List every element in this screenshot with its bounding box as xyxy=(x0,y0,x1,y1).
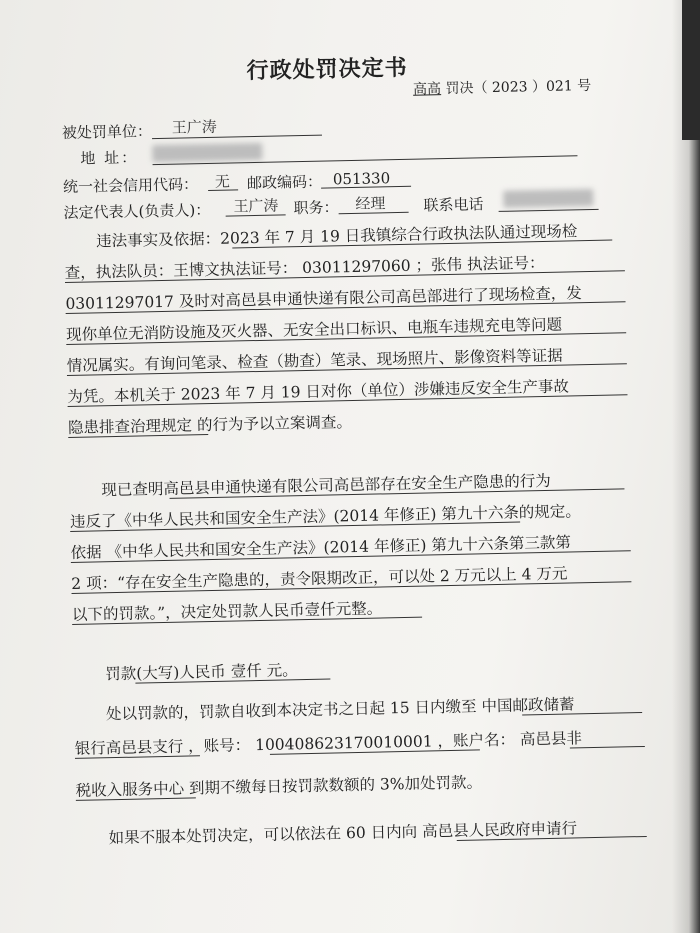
p1-line-2: 查，执法队员：王博文执法证号： 03011297060 ；张伟 执法证号： xyxy=(64,253,545,283)
document-number xyxy=(413,75,592,99)
doc-number-text: 罚决（ 2023 ）021 号 xyxy=(445,77,592,98)
p4-line-3: 税收入服务中心 到期不缴每日按罚款数额的 3%加处罚款。 xyxy=(75,773,483,800)
unit-label: 被处罚单位： xyxy=(61,122,153,143)
p4-line-1: 处以罚款的，罚款自收到本决定书之日起 15 日内缴至 中国邮政储蓄 xyxy=(105,695,575,724)
doc-prefix: 高高 xyxy=(412,81,442,98)
p1-line-3: 03011297017 及时对高邑县申通快递有限公司高邑部进行了现场检查，发 xyxy=(65,284,582,314)
p2-line-5: 以下的罚款。”，决定处罚款人民币壹仟元整。 xyxy=(71,599,383,624)
p3-fine-amount: 罚款(大写)人民币 壹仟 元。 xyxy=(105,661,298,684)
p4-line-2: 银行高邑县支行 ，账号： 100408623170010001 ，账户名： 高邑县非 xyxy=(74,729,583,758)
address-label: 地 址： xyxy=(80,148,139,168)
position-label: 职务： xyxy=(293,198,339,218)
p2-line-2: 违反了《中华人民共和国安全生产法》(2014 年修正) 第九十六条的规定。 xyxy=(69,502,582,531)
position-value: 经理 xyxy=(355,194,386,213)
p2-line-4: 2 项：“存在安全生产隐患的，责令限期改正，可以处 2 万元以上 4 万元 xyxy=(71,564,568,593)
p5-appeal: 如果不服本处罚决定，可以依法在 60 日内向 高邑县人民政府申请行 xyxy=(108,819,578,848)
representative-label: 法定代表人(负责人)： xyxy=(63,200,211,223)
p1-line-7: 隐患排查治理规定 的行为予以立案调查。 xyxy=(67,413,353,437)
p2-line-1: 现已查明高邑县申通快递有限公司高邑部存在安全生产隐患的行为 xyxy=(101,471,551,500)
postal-value: 051330 xyxy=(332,169,391,189)
p2-line-3: 依据 《中华人民共和国安全生产法》(2014 年修正) 第九十六条第三款第 xyxy=(70,533,572,562)
position-underline xyxy=(339,212,409,214)
p1-line-6: 为凭。本机关于 2023 年 7 月 19 日对你（单位）涉嫌违反安全生产事故 xyxy=(67,377,570,406)
phone-label: 联系电话 xyxy=(423,195,484,215)
document-title: 行政处罚决定书 xyxy=(246,54,408,85)
credit-code-label: 统一社会信用代码： xyxy=(62,175,199,197)
address-redacted xyxy=(152,143,262,162)
p1-line-4: 现你单位无消防设施及灭火器、无安全出口标识、电瓶车违规充电等问题 xyxy=(65,315,563,345)
p4-underline-account-name xyxy=(570,746,645,749)
postal-label: 邮政编码： xyxy=(246,172,323,193)
rep-underline xyxy=(226,214,286,216)
credit-code-value: 无 xyxy=(214,172,231,191)
unit-value: 王广涛 xyxy=(171,117,217,137)
p1-line-5: 情况属实。有询问笔录、检查（勘查）笔录、现场照片、影像资料等证据 xyxy=(66,346,563,376)
phone-redacted xyxy=(503,189,593,208)
p1-line-1: 违法事实及依据：2023 年 7 月 19 日我镇综合行政执法队通过现场检 xyxy=(95,222,578,251)
phone-underline xyxy=(499,209,599,212)
representative-value: 王广涛 xyxy=(233,196,279,216)
